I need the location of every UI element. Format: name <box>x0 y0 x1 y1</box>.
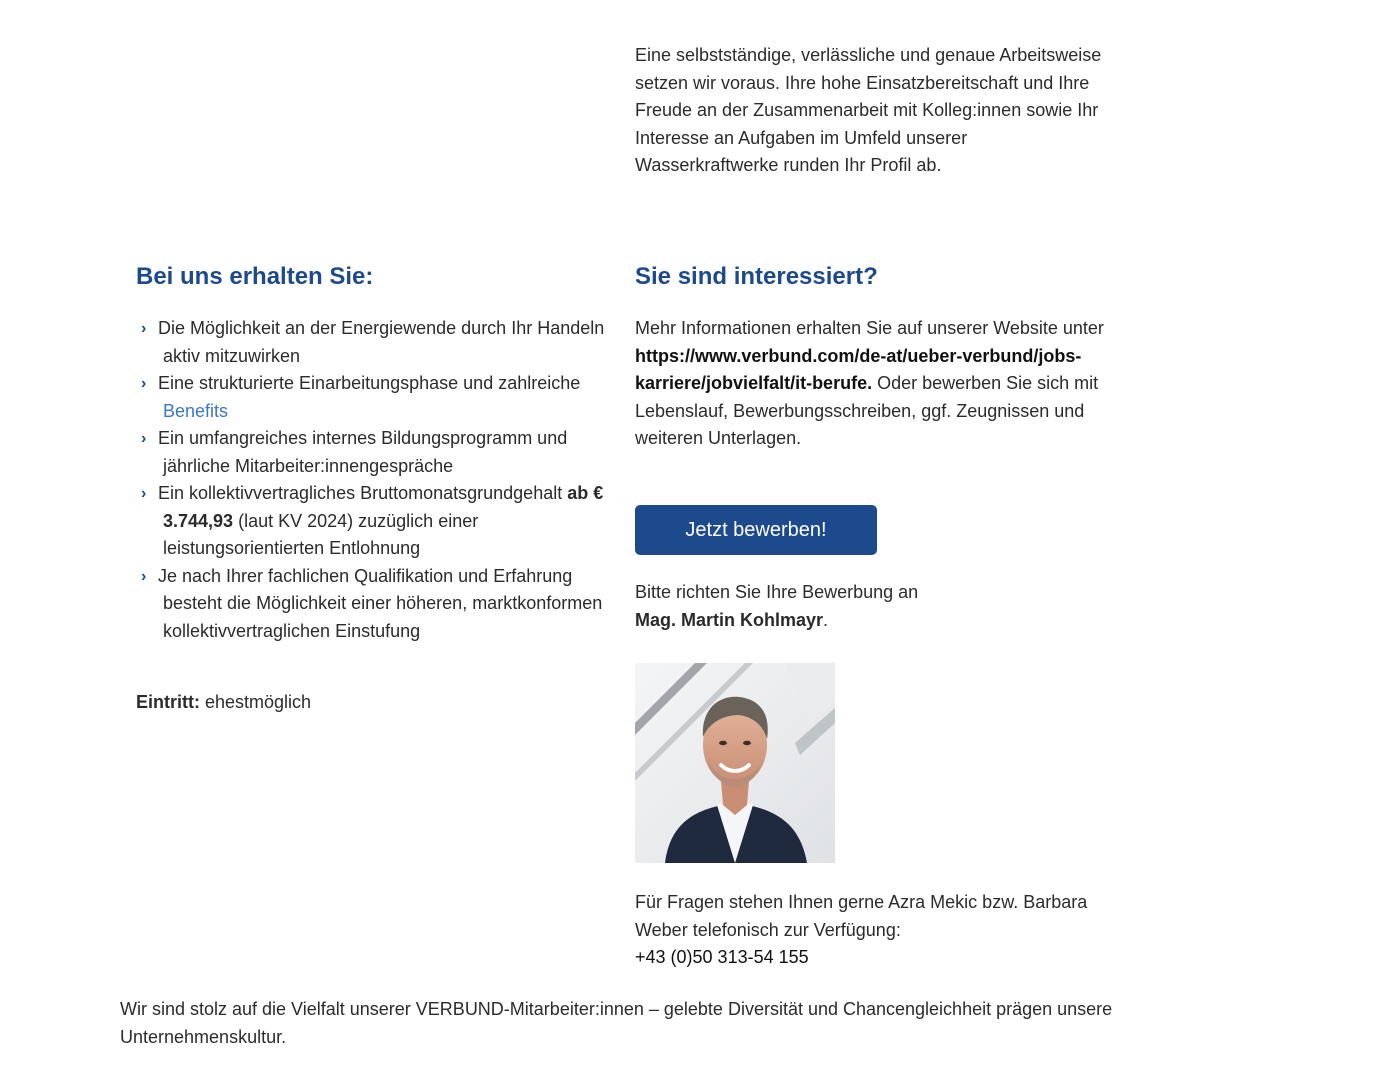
benefit-text: Ein kollektivvertragliches Bruttomonatsgrundgehalt <box>158 483 568 503</box>
apply-now-button[interactable]: Jetzt bewerben! <box>635 505 877 555</box>
contact-person-photo <box>635 663 835 863</box>
benefit-text: Ein umfangreiches internes Bildungsprogramm und jährliche Mitarbeiter:innengespräche <box>158 428 568 476</box>
profile-paragraph: Eine selbstständige, verlässliche und genaue Arbeitsweise setzen wir voraus. Ihre hohe Einsatzbereitschaft und Ihre Freude an der Zusammenarbeit mit Kolleg:innen sowie Ihr Interesse an Aufgaben im Umfeld unserer Wasserkraftwerke runden Ihr Profil ab. <box>635 45 1102 175</box>
phone-number[interactable]: +43 (0)50 313-54 155 <box>635 947 809 967</box>
benefit-text: Je nach Ihrer fachlichen Qualifikation und Erfahrung besteht die Möglichkeit einer höheren, marktkonformen kollektivvertraglichen Einstufung <box>158 565 603 641</box>
list-item <box>136 425 616 480</box>
chevron-right-icon: › <box>141 375 147 392</box>
chevron-right-icon: › <box>141 567 147 585</box>
benefit-text: Eine strukturierte Einarbeitungsphase und zahlreiche <box>158 373 581 393</box>
addressee-end: . <box>823 609 829 630</box>
contact-heading: Sie sind interessiert? <box>635 263 878 290</box>
entry-label: Eintritt: <box>136 692 200 712</box>
questions-paragraph <box>635 889 1105 972</box>
diversity-statement: Wir sind stolz auf die Vielfalt unserer VERBUND-Mitarbeiter:innen – gelebte Diversität und Chancengleichheit prägen unsere Unternehmenskultur. <box>120 999 1113 1047</box>
benefits-list <box>136 315 616 645</box>
contact-outro: Oder bewerben Sie sich mit Lebenslauf, Bewerbungsschreiben, ggf. Zeugnissen und weiteren Unterlagen. <box>635 373 1099 448</box>
chevron-right-icon: › <box>141 485 147 502</box>
salary-amount: ab € 3.744,93 <box>163 483 604 531</box>
career-website-link[interactable]: https://www.verbund.com/de-at/ueber-verbund/jobs-karriere/jobvielfalt/it-berufe. <box>635 345 1082 393</box>
chevron-right-icon: › <box>141 430 147 447</box>
contact-paragraph <box>635 315 1105 453</box>
entry-date <box>136 689 311 717</box>
benefit-text: Die Möglichkeit an der Energiewende durch Ihr Handeln aktiv mitzuwirken <box>158 318 605 366</box>
addressee-intro: Bitte richten Sie Ihre Bewerbung an <box>635 582 919 602</box>
list-item <box>136 480 616 563</box>
chevron-right-icon: › <box>141 320 147 337</box>
benefits-link[interactable]: Benefits <box>163 400 229 421</box>
addressee-name: Mag. Martin Kohlmayr <box>635 609 824 630</box>
contact-intro: Mehr Informationen erhalten Sie auf unserer Website unter <box>635 318 1104 338</box>
benefit-text: (laut KV 2024) zuzüglich einer leistungsorientierten Entlohnung <box>163 510 479 558</box>
list-item <box>136 370 616 425</box>
list-item <box>136 563 616 646</box>
questions-text: Für Fragen stehen Ihnen gerne Azra Mekic bzw. Barbara Weber telefonisch zur Verfügung: <box>635 892 1088 940</box>
entry-value: ehestmöglich <box>199 692 312 712</box>
benefits-heading: Bei uns erhalten Sie: <box>136 263 374 290</box>
addressee-paragraph <box>635 579 1105 634</box>
list-item <box>136 315 616 370</box>
